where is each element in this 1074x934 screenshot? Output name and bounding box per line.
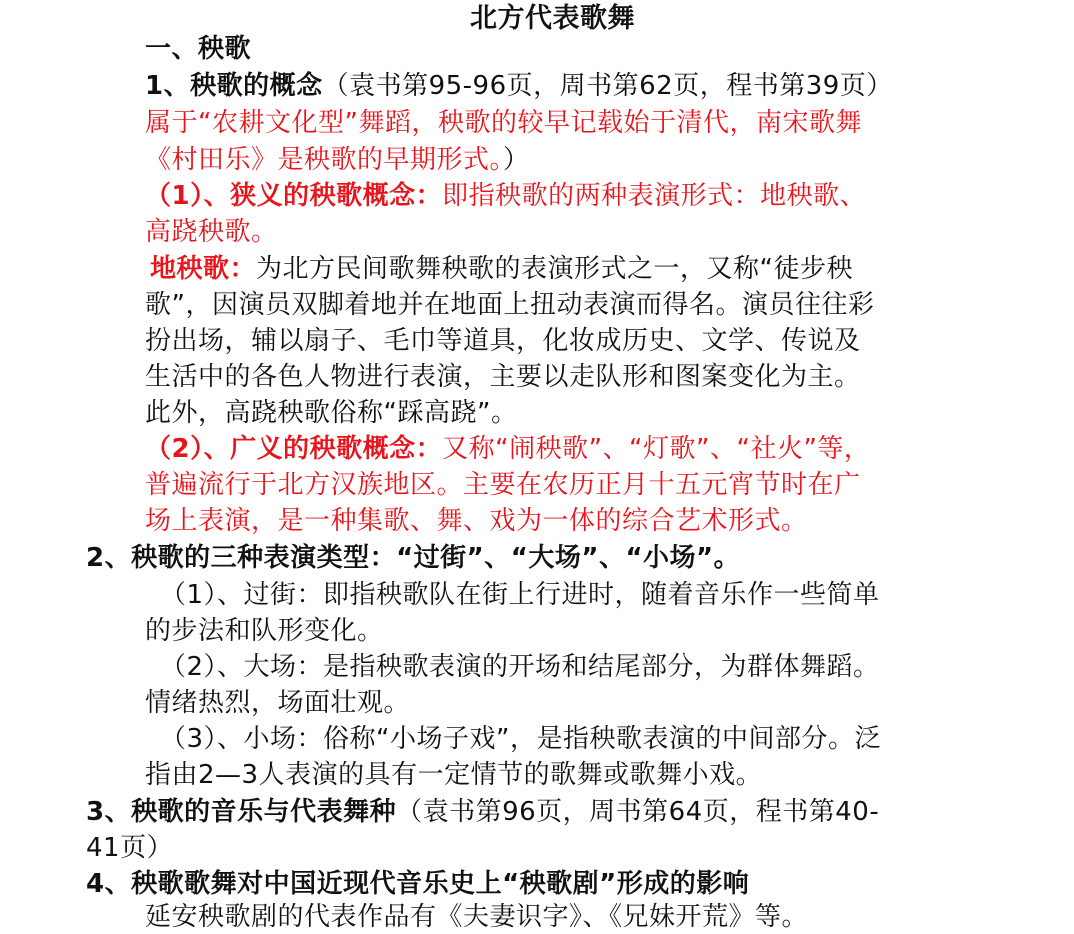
di-yangge-text-d: 生活中的各色人物进行表演，主要以走队形和图案变化为主。 — [145, 362, 861, 392]
type-3-text-b: 指由2—3人表演的具有一定情节的歌舞或歌舞小戏。 — [145, 760, 763, 790]
type-1-text-b: 的步法和队形变化。 — [145, 616, 384, 646]
point-3-reference-2: 41页） — [86, 833, 174, 863]
point-1-line — [145, 69, 893, 103]
type-1-text-a: （1）、过街：即指秧歌队在街上行进时，随着音乐作一些简单 — [160, 580, 880, 610]
point-1-red-text-b: 《村田乐》是秧歌的早期形式。 — [145, 145, 504, 175]
point-4-heading: 4、秧歌歌舞对中国近现代音乐史上“秧歌剧”形成的影响 — [86, 869, 750, 899]
type-2-text-a: （2）、大场：是指秧歌表演的开场和结尾部分，为群体舞蹈。 — [160, 652, 880, 682]
narrow-concept-text-2: 高跷秧歌。 — [145, 217, 278, 247]
page-title: 北方代表歌舞 — [470, 3, 635, 34]
broad-concept-label: （2）、广义的秧歌概念： — [145, 434, 443, 464]
point-3-line — [86, 795, 879, 829]
point-3-reference: （袁书第96页，周书第64页，程书第40- — [396, 797, 880, 827]
point-4-text: 延安秧歌剧的代表作品有《夫妻识字》、《兄妹开荒》等。 — [145, 902, 809, 932]
point-2-heading: 2、秧歌的三种表演类型：“过街”、“大场”、“小场”。 — [86, 543, 741, 573]
broad-concept-text-c: 场上表演，是一种集歌、舞、戏为一体的综合艺术形式。 — [145, 506, 808, 536]
type-2-text-b: 情绪热烈，场面壮观。 — [145, 688, 411, 718]
point-1-close-paren: ） — [503, 145, 530, 175]
point-1-line-b — [145, 143, 530, 177]
narrow-concept-label: （1）、狭义的秧歌概念： — [145, 181, 443, 211]
section-heading-yangge: 一、秧歌 — [145, 34, 252, 64]
point-3-heading: 3、秧歌的音乐与代表舞种 — [86, 797, 397, 827]
broad-concept-text-b: 普遍流行于北方汉族地区。主要在农历正月十五元宵节时在广 — [145, 470, 861, 500]
di-yangge-text-c: 扮出场，辅以扇子、毛巾等道具，化妆成历史、文学、传说及 — [145, 326, 861, 356]
point-1-reference: （袁书第95-96页，周书第62页，程书第39页） — [322, 71, 893, 101]
type-3-text-a: （3）、小场：俗称“小场子戏”，是指秧歌表演的中间部分。泛 — [160, 724, 881, 754]
di-yangge-text-b: 歌”，因演员双脚着地并在地面上扭动表演而得名。演员往往彩 — [145, 290, 875, 320]
di-yangge-text-e: 此外，高跷秧歌俗称“踩高跷”。 — [145, 398, 518, 428]
di-yangge-text-a: 为北方民间歌舞秧歌的表演形式之一，又称“徒步秧 — [256, 254, 853, 284]
narrow-concept-line — [145, 179, 866, 213]
point-1-heading: 1、秧歌的概念 — [145, 71, 323, 101]
broad-concept-text-a: 又称“闹秧歌”、“灯歌”、“社火”等， — [442, 434, 871, 464]
di-yangge-label: 地秧歌： — [150, 254, 257, 284]
narrow-concept-text: 即指秧歌的两种表演形式：地秧歌、 — [442, 181, 867, 211]
point-1-red-text-a: 属于“农耕文化型”舞蹈，秧歌的较早记载始于清代，南宋歌舞 — [145, 108, 862, 138]
broad-concept-line — [145, 432, 870, 466]
di-yangge-line-a — [150, 252, 853, 286]
